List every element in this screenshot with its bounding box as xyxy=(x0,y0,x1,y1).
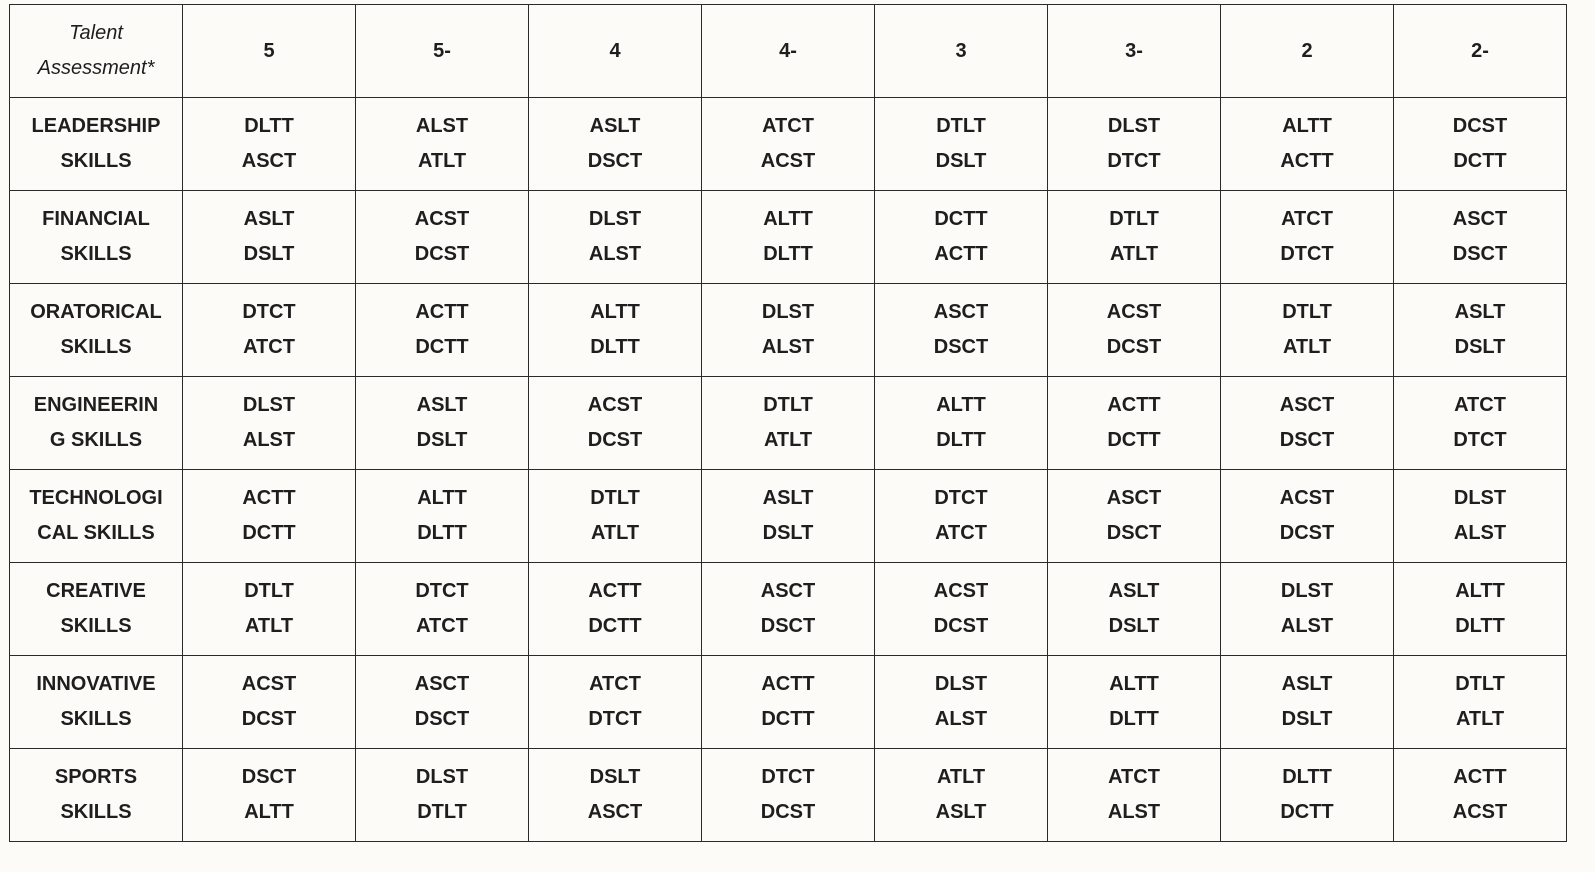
cell-code: ALTT xyxy=(1109,673,1159,695)
table-cell xyxy=(356,470,529,563)
cell-code: DLTT xyxy=(590,336,640,358)
row-header-line: CREATIVE xyxy=(46,580,146,602)
table-cell xyxy=(356,284,529,377)
cell-code: DCST xyxy=(241,708,297,730)
cell-code: ACTT xyxy=(415,301,469,323)
cell-code: DSLT xyxy=(1454,336,1506,358)
cell-code: DLST xyxy=(1107,115,1161,137)
cell-code: ASCT xyxy=(587,801,643,823)
table-cell xyxy=(1048,284,1221,377)
row-header-line: SKILLS xyxy=(60,708,132,730)
cell-code: DCST xyxy=(933,615,989,637)
table-cell xyxy=(356,656,529,749)
cell-code: ACST xyxy=(587,394,643,416)
cell-code: DCTT xyxy=(415,336,469,358)
cell-code: ALTT xyxy=(1282,115,1332,137)
cell-code: DLTT xyxy=(1455,615,1505,637)
cell-code: ACST xyxy=(1106,301,1162,323)
cell-code: DLST xyxy=(242,394,296,416)
cell-code: ALTT xyxy=(417,487,467,509)
cell-code: ACST xyxy=(1279,487,1335,509)
table-cell xyxy=(1048,191,1221,284)
cell-code: ACST xyxy=(241,673,297,695)
cell-code: ACST xyxy=(1452,801,1508,823)
row-header-line: SKILLS xyxy=(60,336,132,358)
cell-code: DTLT xyxy=(1282,301,1332,323)
cell-code: DCST xyxy=(1452,115,1508,137)
cell-code: DTLT xyxy=(1455,673,1505,695)
cell-code: ASLT xyxy=(1108,580,1160,602)
table-cell xyxy=(183,656,356,749)
cell-code: DLTT xyxy=(417,522,467,544)
cell-code: DLTT xyxy=(936,429,986,451)
table-cell xyxy=(1221,470,1394,563)
cell-code: DCST xyxy=(587,429,643,451)
row-header xyxy=(10,377,183,470)
table-row xyxy=(10,377,1567,470)
row-header-line: TECHNOLOGI xyxy=(29,487,163,509)
cell-code: ACST xyxy=(414,208,470,230)
cell-code: DTCT xyxy=(1453,429,1507,451)
row-header-line: G SKILLS xyxy=(49,429,143,451)
table-row xyxy=(10,563,1567,656)
table-row xyxy=(10,284,1567,377)
table-cell xyxy=(183,191,356,284)
cell-code: DCTT xyxy=(588,615,642,637)
cell-code: ALTT xyxy=(590,301,640,323)
table-cell xyxy=(1394,284,1567,377)
cell-code: DTLT xyxy=(417,801,467,823)
table-cell xyxy=(183,98,356,191)
table-cell xyxy=(183,470,356,563)
table-cell xyxy=(1221,377,1394,470)
table-cell xyxy=(875,656,1048,749)
row-header-line: FINANCIAL xyxy=(42,208,150,230)
cell-code: DTCT xyxy=(1107,150,1161,172)
table-cell xyxy=(875,563,1048,656)
table-cell xyxy=(356,377,529,470)
cell-code: ACST xyxy=(933,580,989,602)
column-header: 2 xyxy=(1221,5,1394,98)
cell-code: ATCT xyxy=(243,336,295,358)
table-cell xyxy=(529,191,702,284)
cell-code: DLST xyxy=(761,301,815,323)
table-row xyxy=(10,470,1567,563)
cell-code: ATLT xyxy=(763,429,813,451)
cell-code: DLST xyxy=(415,766,469,788)
table-row xyxy=(10,749,1567,842)
table-cell xyxy=(1221,563,1394,656)
cell-code: DLTT xyxy=(1282,766,1332,788)
cell-code: ASLT xyxy=(935,801,987,823)
cell-code: DTLT xyxy=(590,487,640,509)
cell-code: DSLT xyxy=(416,429,468,451)
cell-code: ACTT xyxy=(1107,394,1161,416)
cell-code: ACTT xyxy=(242,487,296,509)
row-header xyxy=(10,98,183,191)
talent-assessment-table xyxy=(9,4,1567,842)
cell-code: ACTT xyxy=(761,673,815,695)
table-cell xyxy=(875,470,1048,563)
cell-code: DCTT xyxy=(934,208,988,230)
cell-code: ATLT xyxy=(1109,243,1159,265)
table-cell xyxy=(356,749,529,842)
cell-code: DSCT xyxy=(1106,522,1162,544)
cell-code: ALST xyxy=(934,708,988,730)
table-cell xyxy=(529,656,702,749)
table-cell xyxy=(1048,656,1221,749)
table-cell xyxy=(1394,377,1567,470)
cell-code: DSCT xyxy=(1452,243,1508,265)
table-cell xyxy=(1221,98,1394,191)
table-cell xyxy=(356,563,529,656)
table-cell xyxy=(529,377,702,470)
row-header-line: SKILLS xyxy=(60,615,132,637)
cell-code: ACTT xyxy=(588,580,642,602)
cell-code: ACTT xyxy=(1280,150,1334,172)
table-cell xyxy=(183,563,356,656)
cell-code: ALST xyxy=(242,429,296,451)
cell-code: DTLT xyxy=(936,115,986,137)
column-header: 3- xyxy=(1048,5,1221,98)
cell-code: DTLT xyxy=(1109,208,1159,230)
cell-code: ATLT xyxy=(417,150,467,172)
cell-code: DCST xyxy=(414,243,470,265)
cell-code: ATLT xyxy=(590,522,640,544)
row-header-line: SKILLS xyxy=(60,243,132,265)
table-cell xyxy=(1394,470,1567,563)
cell-code: ASLT xyxy=(1454,301,1506,323)
corner-line: Assessment* xyxy=(37,57,155,79)
cell-code: DTLT xyxy=(244,580,294,602)
table-cell xyxy=(1221,749,1394,842)
cell-code: ATCT xyxy=(1281,208,1333,230)
cell-code: DCTT xyxy=(1453,150,1507,172)
table-cell xyxy=(702,656,875,749)
table-cell xyxy=(1048,749,1221,842)
table-cell xyxy=(875,191,1048,284)
column-header: 3 xyxy=(875,5,1048,98)
cell-code: DTLT xyxy=(763,394,813,416)
cell-code: DTCT xyxy=(1280,243,1334,265)
row-header-line: INNOVATIVE xyxy=(36,673,156,695)
table-cell xyxy=(702,284,875,377)
cell-code: DSCT xyxy=(760,615,816,637)
table-cell xyxy=(1221,284,1394,377)
table-row xyxy=(10,98,1567,191)
table-cell xyxy=(875,749,1048,842)
table-cell xyxy=(702,191,875,284)
cell-code: DSLT xyxy=(935,150,987,172)
table-cell xyxy=(702,98,875,191)
cell-code: DLTT xyxy=(763,243,813,265)
cell-code: ATCT xyxy=(416,615,468,637)
cell-code: ASCT xyxy=(414,673,470,695)
cell-code: DLST xyxy=(1453,487,1507,509)
row-header xyxy=(10,284,183,377)
cell-code: DCTT xyxy=(1280,801,1334,823)
row-header xyxy=(10,563,183,656)
table-cell xyxy=(1221,191,1394,284)
table-cell xyxy=(875,377,1048,470)
cell-code: ALST xyxy=(1107,801,1161,823)
cell-code: DSCT xyxy=(1279,429,1335,451)
cell-code: DSCT xyxy=(587,150,643,172)
cell-code: ACTT xyxy=(934,243,988,265)
cell-code: DCTT xyxy=(242,522,296,544)
cell-code: ATCT xyxy=(935,522,987,544)
cell-code: ALST xyxy=(1453,522,1507,544)
column-header: 4- xyxy=(702,5,875,98)
cell-code: ALTT xyxy=(1455,580,1505,602)
row-header xyxy=(10,749,183,842)
cell-code: ATLT xyxy=(936,766,986,788)
table-cell xyxy=(1394,563,1567,656)
cell-code: DCTT xyxy=(761,708,815,730)
cell-code: DLST xyxy=(588,208,642,230)
cell-code: ALTT xyxy=(936,394,986,416)
cell-code: DSCT xyxy=(241,766,297,788)
row-header xyxy=(10,191,183,284)
cell-code: ATCT xyxy=(1454,394,1506,416)
table-cell xyxy=(702,470,875,563)
table-cell xyxy=(529,470,702,563)
cell-code: ALST xyxy=(588,243,642,265)
column-header: 2- xyxy=(1394,5,1567,98)
cell-code: ASCT xyxy=(241,150,297,172)
row-header-line: SKILLS xyxy=(60,801,132,823)
cell-code: ATLT xyxy=(244,615,294,637)
table-cell xyxy=(529,98,702,191)
row-header-line: SPORTS xyxy=(54,766,138,788)
cell-code: DSLT xyxy=(589,766,641,788)
corner-header xyxy=(10,5,183,98)
cell-code: DTCT xyxy=(934,487,988,509)
row-header-line: ORATORICAL xyxy=(30,301,162,323)
cell-code: ASLT xyxy=(762,487,814,509)
row-header-line: ENGINEERIN xyxy=(33,394,159,416)
table-cell xyxy=(183,377,356,470)
row-header xyxy=(10,656,183,749)
cell-code: DLTT xyxy=(1109,708,1159,730)
cell-code: ASCT xyxy=(933,301,989,323)
table-cell xyxy=(529,563,702,656)
table-cell xyxy=(702,377,875,470)
cell-code: ATLT xyxy=(1455,708,1505,730)
cell-code: ATCT xyxy=(762,115,814,137)
table-cell xyxy=(183,749,356,842)
cell-code: DSCT xyxy=(933,336,989,358)
table-row xyxy=(10,191,1567,284)
cell-code: DCTT xyxy=(1107,429,1161,451)
table-cell xyxy=(1048,377,1221,470)
cell-code: DTCT xyxy=(761,766,815,788)
cell-code: DLST xyxy=(1280,580,1334,602)
table-cell xyxy=(1221,656,1394,749)
cell-code: DLST xyxy=(934,673,988,695)
table-cell xyxy=(702,563,875,656)
table-cell xyxy=(529,284,702,377)
header-row xyxy=(10,5,1567,98)
cell-code: ATCT xyxy=(1108,766,1160,788)
cell-code: ALTT xyxy=(244,801,294,823)
column-header: 5- xyxy=(356,5,529,98)
table-cell xyxy=(1048,470,1221,563)
cell-code: ASLT xyxy=(416,394,468,416)
cell-code: DCST xyxy=(760,801,816,823)
cell-code: ALST xyxy=(415,115,469,137)
cell-code: ACTT xyxy=(1453,766,1507,788)
row-header-line: SKILLS xyxy=(60,150,132,172)
corner-line: Talent xyxy=(69,22,123,44)
table-cell xyxy=(529,749,702,842)
cell-code: DSCT xyxy=(414,708,470,730)
table-cell xyxy=(875,98,1048,191)
cell-code: ALST xyxy=(761,336,815,358)
cell-code: ATLT xyxy=(1282,336,1332,358)
cell-code: DTCT xyxy=(415,580,469,602)
cell-code: ATCT xyxy=(589,673,641,695)
cell-code: DSLT xyxy=(1281,708,1333,730)
cell-code: ACST xyxy=(760,150,816,172)
table-cell xyxy=(875,284,1048,377)
table-cell xyxy=(1394,656,1567,749)
table-cell xyxy=(1048,98,1221,191)
cell-code: DLTT xyxy=(244,115,294,137)
table-row xyxy=(10,656,1567,749)
cell-code: DCST xyxy=(1279,522,1335,544)
table-cell xyxy=(356,191,529,284)
table-cell xyxy=(1394,191,1567,284)
row-header-line: LEADERSHIP xyxy=(31,115,161,137)
cell-code: DSLT xyxy=(243,243,295,265)
cell-code: ASLT xyxy=(589,115,641,137)
cell-code: ASCT xyxy=(1106,487,1162,509)
table-cell xyxy=(1048,563,1221,656)
column-header: 5 xyxy=(183,5,356,98)
cell-code: DTCT xyxy=(242,301,296,323)
cell-code: DSLT xyxy=(762,522,814,544)
table-cell xyxy=(356,98,529,191)
cell-code: ALST xyxy=(1280,615,1334,637)
table-cell xyxy=(183,284,356,377)
cell-code: DSLT xyxy=(1108,615,1160,637)
cell-code: DTCT xyxy=(588,708,642,730)
cell-code: ASLT xyxy=(243,208,295,230)
table-cell xyxy=(702,749,875,842)
cell-code: ASLT xyxy=(1281,673,1333,695)
row-header-line: CAL SKILLS xyxy=(37,522,155,544)
cell-code: ALTT xyxy=(763,208,813,230)
cell-code: DCST xyxy=(1106,336,1162,358)
table-cell xyxy=(1394,98,1567,191)
cell-code: ASCT xyxy=(1452,208,1508,230)
table-cell xyxy=(1394,749,1567,842)
cell-code: ASCT xyxy=(760,580,816,602)
cell-code: ASCT xyxy=(1279,394,1335,416)
column-header: 4 xyxy=(529,5,702,98)
row-header xyxy=(10,470,183,563)
